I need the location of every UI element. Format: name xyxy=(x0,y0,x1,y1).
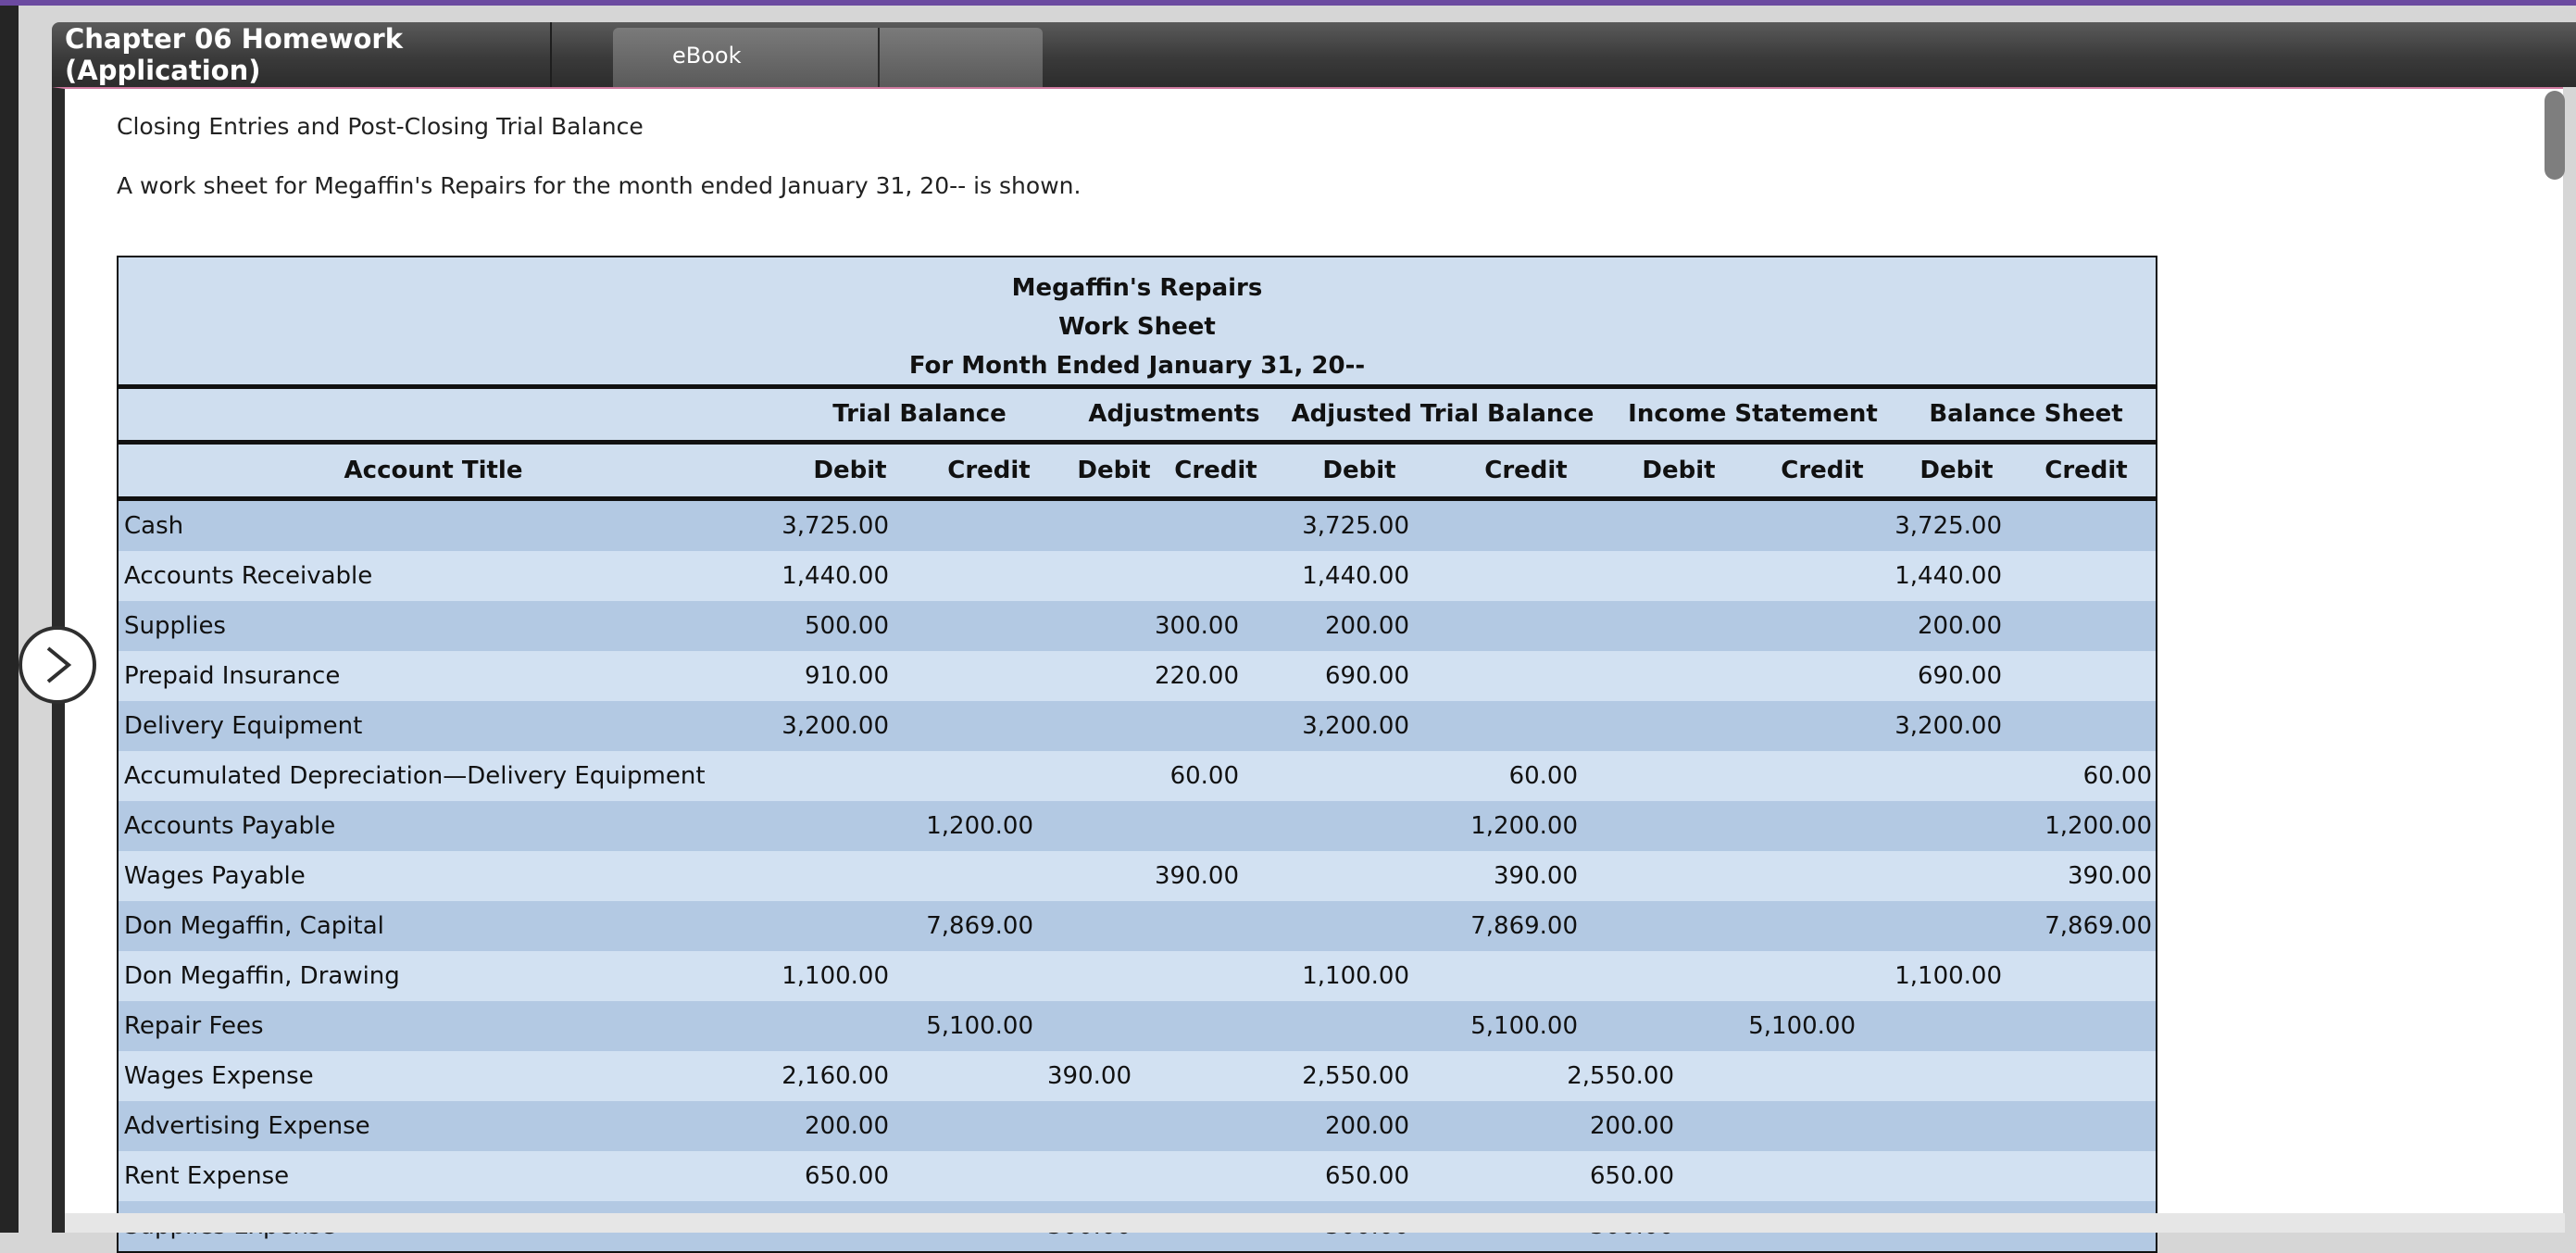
group-income-statement: Income Statement xyxy=(1628,400,1878,428)
amount-cell: 390.00 xyxy=(1047,1062,1132,1090)
amount-cell: 300.00 xyxy=(1155,612,1239,640)
amount-cell: 2,160.00 xyxy=(782,1062,889,1090)
adj-credit-header: Credit xyxy=(1174,457,1257,484)
is-credit-header: Credit xyxy=(1781,457,1864,484)
account-title-cell: Repair Fees xyxy=(124,1012,264,1040)
tb-debit-header: Debit xyxy=(813,457,887,484)
amount-cell: 7,869.00 xyxy=(926,912,1033,940)
bs-debit-header: Debit xyxy=(1919,457,1994,484)
account-title-cell: Cash xyxy=(124,512,184,540)
account-title-cell: Accounts Receivable xyxy=(124,562,373,590)
amount-cell: 1,200.00 xyxy=(1470,812,1578,840)
work-sheet-table xyxy=(117,256,2157,1253)
chevron-right-icon xyxy=(39,645,76,685)
account-title-cell: Wages Payable xyxy=(124,862,306,890)
tb-credit-header: Credit xyxy=(947,457,1031,484)
amount-cell: 1,440.00 xyxy=(1894,562,2002,590)
amount-cell: 1,200.00 xyxy=(926,812,1033,840)
group-trial-balance: Trial Balance xyxy=(832,400,1007,428)
work-sheet-period: For Month Ended January 31, 20-- xyxy=(908,352,1366,380)
group-balance-sheet: Balance Sheet xyxy=(1929,400,2123,428)
amount-cell: 2,550.00 xyxy=(1302,1062,1409,1090)
table-row xyxy=(119,1151,2156,1201)
amount-cell: 200.00 xyxy=(1918,612,2002,640)
amount-cell: 650.00 xyxy=(805,1162,889,1190)
table-row xyxy=(119,501,2156,551)
amount-cell: 390.00 xyxy=(2068,862,2152,890)
account-title-header: Account Title xyxy=(344,457,523,484)
atb-credit-header: Credit xyxy=(1484,457,1568,484)
account-title-cell: Accounts Payable xyxy=(124,812,336,840)
assignment-title: Chapter 06 Homework (Application) xyxy=(52,22,552,87)
amount-cell: 5,100.00 xyxy=(1748,1012,1856,1040)
assignment-header xyxy=(52,22,2576,87)
amount-cell: 5,100.00 xyxy=(926,1012,1033,1040)
amount-cell: 3,200.00 xyxy=(1894,712,2002,740)
amount-cell: 60.00 xyxy=(1508,762,1578,790)
amount-cell: 200.00 xyxy=(1590,1112,1674,1140)
tab-ebook[interactable] xyxy=(613,28,1043,87)
table-row xyxy=(119,701,2156,751)
atb-debit-header: Debit xyxy=(1322,457,1396,484)
amount-cell: 60.00 xyxy=(1169,762,1239,790)
tab-divider xyxy=(878,28,880,87)
amount-cell: 5,100.00 xyxy=(1470,1012,1578,1040)
table-row xyxy=(119,1001,2156,1051)
amount-cell: 200.00 xyxy=(1325,612,1409,640)
amount-cell: 1,440.00 xyxy=(1302,562,1409,590)
work-sheet-header xyxy=(119,257,2156,389)
amount-cell: 220.00 xyxy=(1155,662,1239,690)
account-title-cell: Don Megaffin, Drawing xyxy=(124,962,400,990)
amount-cell: 3,725.00 xyxy=(782,512,889,540)
amount-cell: 1,440.00 xyxy=(782,562,889,590)
account-title-cell: Wages Expense xyxy=(124,1062,314,1090)
account-title-cell: Prepaid Insurance xyxy=(124,662,341,690)
column-group-header xyxy=(119,389,2156,445)
window-top-strip xyxy=(0,0,2576,6)
amount-cell: 1,200.00 xyxy=(2045,812,2152,840)
account-title-cell: Advertising Expense xyxy=(124,1112,370,1140)
table-row xyxy=(119,551,2156,601)
work-sheet-rows xyxy=(119,501,2156,1251)
amount-cell: 1,100.00 xyxy=(1302,962,1409,990)
table-row xyxy=(119,601,2156,651)
amount-cell: 3,200.00 xyxy=(782,712,889,740)
amount-cell: 7,869.00 xyxy=(2045,912,2152,940)
table-row xyxy=(119,951,2156,1001)
amount-cell: 3,200.00 xyxy=(1302,712,1409,740)
left-edge xyxy=(0,6,19,1233)
group-adjusted-trial-balance: Adjusted Trial Balance xyxy=(1291,400,1594,428)
account-title-cell: Rent Expense xyxy=(124,1162,290,1190)
group-adjustments: Adjustments xyxy=(1088,400,1260,428)
amount-cell: 2,550.00 xyxy=(1567,1062,1674,1090)
amount-cell: 7,869.00 xyxy=(1470,912,1578,940)
table-row xyxy=(119,1051,2156,1101)
bs-credit-header: Credit xyxy=(2045,457,2128,484)
column-header-row xyxy=(119,445,2156,501)
account-title-cell: Delivery Equipment xyxy=(124,712,363,740)
amount-cell: 690.00 xyxy=(1918,662,2002,690)
problem-intro: A work sheet for Megaffin's Repairs for the month ended January 31, 20-- is shown. xyxy=(117,172,1082,199)
amount-cell: 500.00 xyxy=(805,612,889,640)
amount-cell: 390.00 xyxy=(1494,862,1578,890)
problem-heading: Closing Entries and Post-Closing Trial Balance xyxy=(117,113,644,140)
amount-cell: 1,100.00 xyxy=(1894,962,2002,990)
table-row xyxy=(119,651,2156,701)
table-row xyxy=(119,901,2156,951)
amount-cell: 200.00 xyxy=(1325,1112,1409,1140)
amount-cell: 390.00 xyxy=(1155,862,1239,890)
tab-ebook-label: eBook xyxy=(672,43,742,69)
bottom-edge xyxy=(65,1213,2565,1233)
account-title-cell: Accumulated Depreciation—Delivery Equipment xyxy=(124,762,706,790)
amount-cell: 60.00 xyxy=(2082,762,2152,790)
adj-debit-header: Debit xyxy=(1077,457,1151,484)
table-row xyxy=(119,1101,2156,1151)
work-sheet-title: Work Sheet xyxy=(1058,313,1216,341)
company-name: Megaffin's Repairs xyxy=(1011,274,1263,302)
is-debit-header: Debit xyxy=(1642,457,1716,484)
table-row xyxy=(119,851,2156,901)
amount-cell: 1,100.00 xyxy=(782,962,889,990)
amount-cell: 200.00 xyxy=(805,1112,889,1140)
amount-cell: 650.00 xyxy=(1590,1162,1674,1190)
amount-cell: 690.00 xyxy=(1325,662,1409,690)
next-question-button[interactable] xyxy=(19,626,96,704)
scrollbar-thumb[interactable] xyxy=(2545,91,2565,180)
account-title-cell: Don Megaffin, Capital xyxy=(124,912,384,940)
amount-cell: 3,725.00 xyxy=(1302,512,1409,540)
amount-cell: 650.00 xyxy=(1325,1162,1409,1190)
amount-cell: 910.00 xyxy=(805,662,889,690)
amount-cell: 3,725.00 xyxy=(1894,512,2002,540)
account-title-cell: Supplies xyxy=(124,612,226,640)
table-row xyxy=(119,801,2156,851)
table-row xyxy=(119,751,2156,801)
